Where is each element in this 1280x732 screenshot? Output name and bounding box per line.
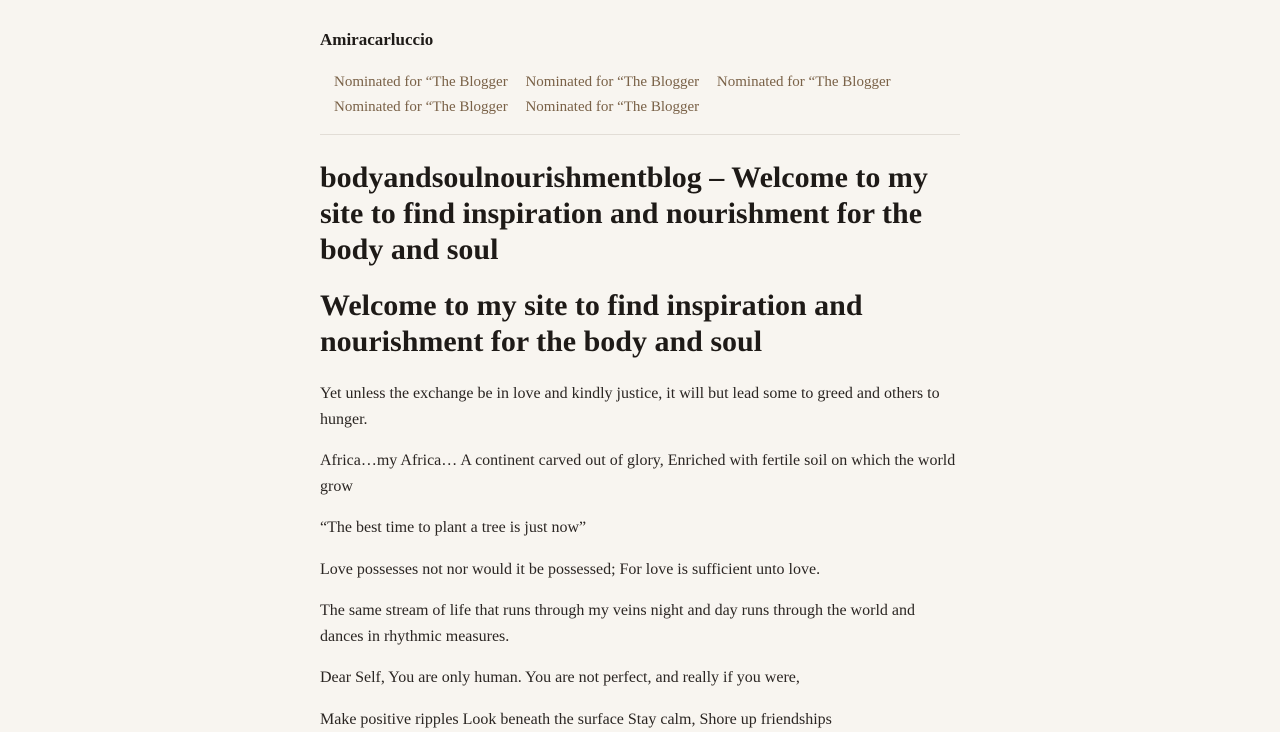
section-heading: Welcome to my site to find inspiration and nourishment for the body and soul xyxy=(320,288,960,360)
nav-link-3[interactable]: Nominated for “The Blogger xyxy=(717,74,891,90)
nav-link-4[interactable]: Nominated for “The Blogger xyxy=(334,99,508,115)
post-body xyxy=(320,381,960,732)
main-content xyxy=(320,160,960,732)
page-title: bodyandsoulnourishmentblog – Welcome to my site to find inspiration and nourishment for the body and soul xyxy=(320,160,960,268)
nav-link-5[interactable]: Nominated for “The Blogger xyxy=(525,99,699,115)
nav-link-1[interactable]: Nominated for “The Blogger xyxy=(334,74,508,90)
paragraph-1: Yet unless the exchange be in love and kindly justice, it will but lead some to greed and others to hunger. xyxy=(320,381,960,432)
header-divider xyxy=(320,134,960,135)
paragraph-5: The same stream of life that runs through my veins night and day runs through the world and dances in rhythmic measures. xyxy=(320,598,960,649)
primary-nav xyxy=(320,70,960,120)
paragraph-3: “The best time to plant a tree is just now” xyxy=(320,515,960,541)
paragraph-6: Dear Self, You are only human. You are not perfect, and really if you were, xyxy=(320,665,960,691)
site-title-link[interactable]: Amiracarluccio xyxy=(320,30,433,50)
nav-link-2[interactable]: Nominated for “The Blogger xyxy=(525,74,699,90)
paragraph-7: Make positive ripples Look beneath the surface Stay calm, Shore up friendships xyxy=(320,707,960,732)
paragraph-2: Africa…my Africa… A continent carved out of glory, Enriched with fertile soil on which the world grow xyxy=(320,448,960,499)
paragraph-4: Love possesses not nor would it be possessed; For love is sufficient unto love. xyxy=(320,557,960,583)
